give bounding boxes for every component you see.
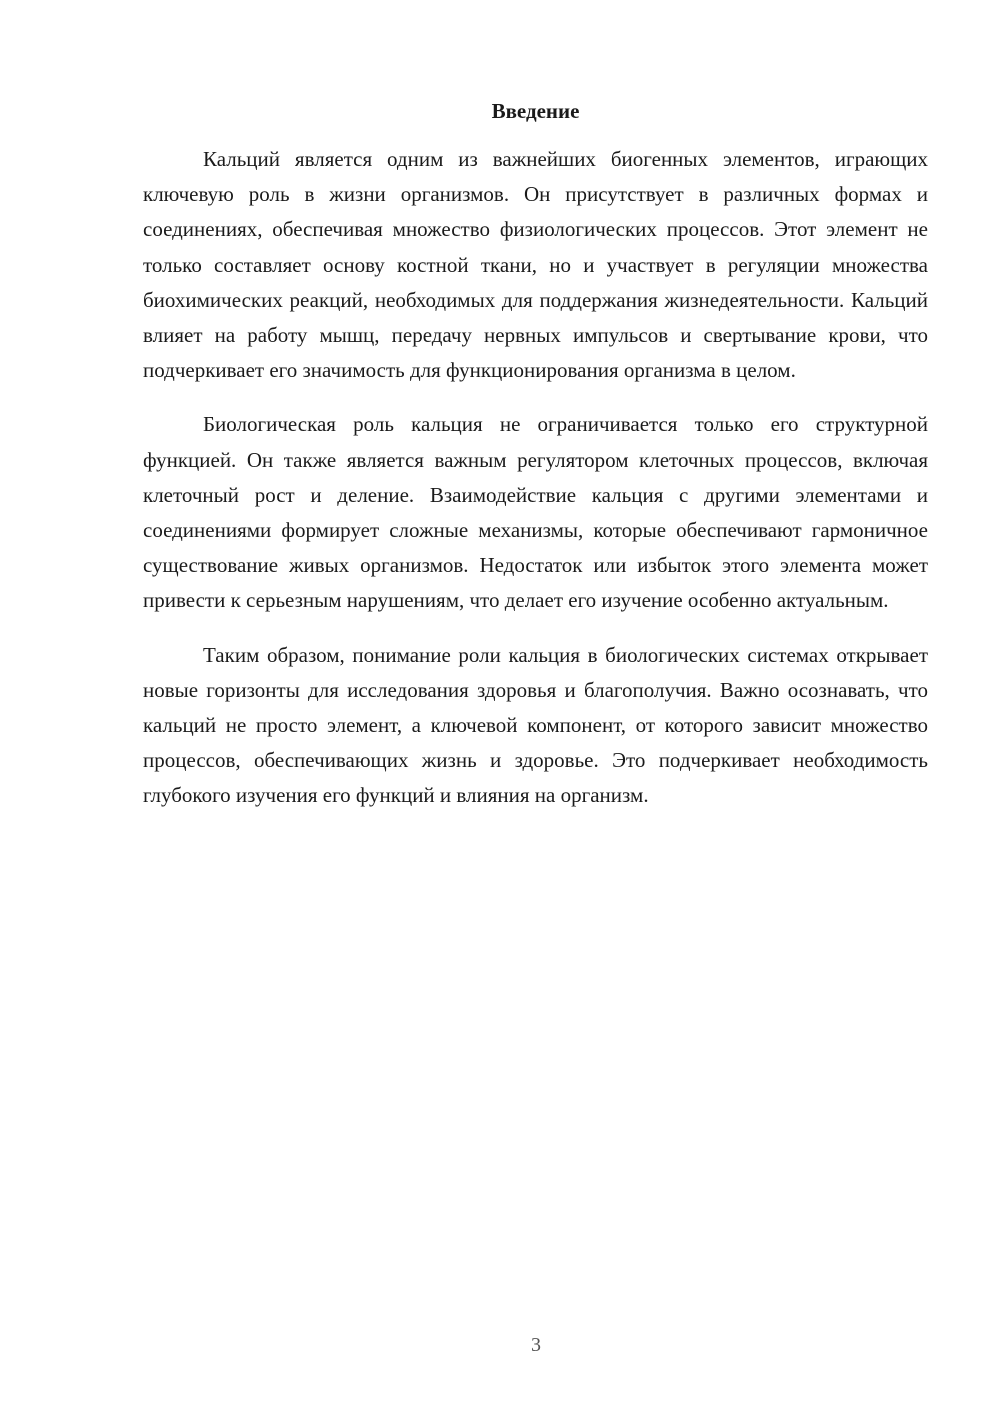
paragraph-2: Биологическая роль кальция не ограничивается только его структурной функцией. Он также является важным регулятором клеточных процессов, включая клеточный рост и деление. Взаимодействие кальция с другими элементами и соединениями формирует сложные механизмы, которые обеспечивают гармоничное существование живых организмов. Недостаток или избыток этого элемента может привести к серьезным нарушениям, что делает его изучение особенно актуальным. xyxy=(143,412,928,613)
section-heading: Введение xyxy=(491,99,580,123)
page-number: 3 xyxy=(531,1334,541,1356)
paragraph-3: Таким образом, понимание роли кальция в биологических системах открывает новые горизонты для исследования здоровья и благополучия. Важно осознавать, что кальций не просто элемент, а ключевой компонент, от которого зависит множество процессов, обеспечивающих жизнь и здоровье. Это подчеркивает необходимость глубокого изучения его функций и влияния на организм. xyxy=(143,642,928,808)
paragraph-1: Кальций является одним из важнейших биогенных элементов, играющих ключевую роль в жизни организмов. Он присутствует в различных формах и соединениях, обеспечивая множество физиологических процессов. Этот элемент не только составляет основу костной ткани, но и участвует в регуляции множества биохимических реакций, необходимых для поддержания жизнедеятельности. Кальций влияет на работу мышц, передачу нервных импульсов и свертывание крови, что подчеркивает его значимость для функционирования организма в целом. xyxy=(143,147,928,383)
page-content xyxy=(143,96,928,814)
